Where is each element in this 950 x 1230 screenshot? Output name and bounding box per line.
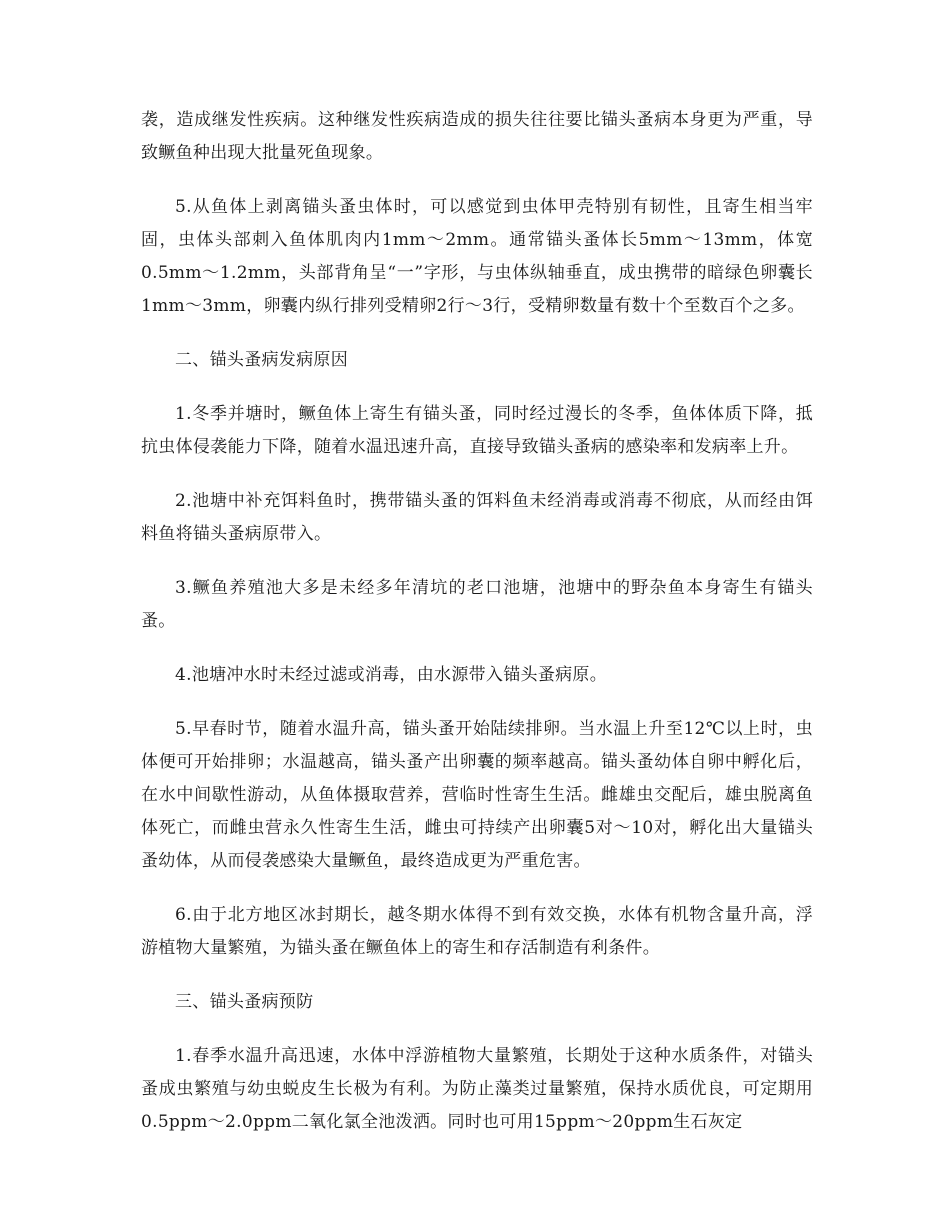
paragraph-cause-5: 5.早春时节，随着水温升高，锚头蚤开始陆续排卵。当水温上升至12℃以上时，虫体便可开始排卵；水温越高，锚头蚤产出卵囊的频率越高。锚头蚤幼体自卵中孵化后，在水中间歇性游动，从鱼体摄取营养，营临时性寄生生活。雌雄虫交配后，雄虫脱离鱼体死亡，而雌虫营永久性寄生生活，雌虫可持续产出卵囊5对～10对，孵化出大量锚头蚤幼体，从而侵袭感染大量鳜鱼，最终造成更为严重危害。 <box>141 719 813 871</box>
paragraph-cause-3: 3.鳜鱼养殖池大多是未经多年清坑的老口池塘，池塘中的野杂鱼本身寄生有锚头蚤。 <box>141 578 813 631</box>
paragraph-prevention-1: 1.春季水温升高迅速，水体中浮游植物大量繁殖，长期处于这种水质条件，对锚头蚤成虫繁殖与幼虫蜕皮生长极为有利。为防止藻类过量繁殖，保持水质优良，可定期用0.5ppm～2.0ppm二氧化氯全池泼洒。同时也可用15ppm～20ppm生石灰定 <box>141 1046 813 1132</box>
paragraph-continuation: 袭，造成继发性疾病。这种继发性疾病造成的损失往往要比锚头蚤病本身更为严重，导致鳜鱼种出现大批量死鱼现象。 <box>141 110 813 163</box>
paragraph-cause-4: 4.池塘冲水时未经过滤或消毒，由水源带入锚头蚤病原。 <box>175 665 608 685</box>
paragraph-cause-1: 1.冬季并塘时，鳜鱼体上寄生有锚头蚤，同时经过漫长的冬季，鱼体体质下降，抵抗虫体侵袭能力下降，随着水温迅速升高，直接导致锚头蚤病的感染率和发病率上升。 <box>141 404 813 457</box>
document-page <box>141 104 813 1160</box>
section-heading-causes: 二、锚头蚤病发病原因 <box>175 350 348 370</box>
paragraph-item-5-parasite-description: 5.从鱼体上剥离锚头蚤虫体时，可以感觉到虫体甲壳特别有韧性，且寄生相当牢固，虫体头部刺入鱼体肌肉内1mm～2mm。通常锚头蚤体长5mm～13mm，体宽0.5mm～1.2mm，头部背角呈“一”字形，与虫体纵轴垂直，成虫携带的暗绿色卵囊长1mm～3mm，卵囊内纵行排列受精卵2行～3行，受精卵数量有数十个至数百个之多。 <box>141 197 813 316</box>
section-heading-prevention: 三、锚头蚤病预防 <box>175 992 314 1012</box>
paragraph-cause-2: 2.池塘中补充饵料鱼时，携带锚头蚤的饵料鱼未经消毒或消毒不彻底，从而经由饵料鱼将锚头蚤病原带入。 <box>141 491 813 544</box>
paragraph-cause-6: 6.由于北方地区冰封期长，越冬期水体得不到有效交换，水体有机物含量升高，浮游植物大量繁殖，为锚头蚤在鳜鱼体上的寄生和存活制造有利条件。 <box>141 905 813 958</box>
